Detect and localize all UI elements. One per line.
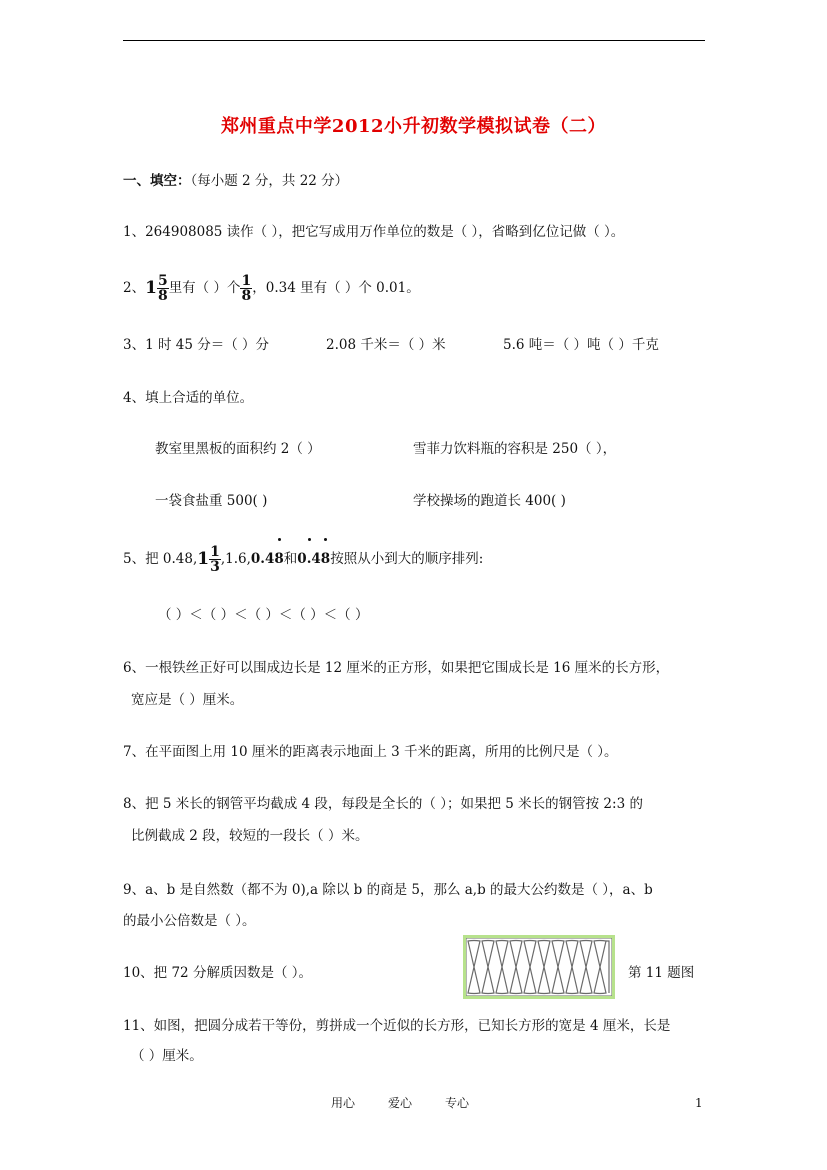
question-8-line2: 比例截成 2 段，较短的一段长（ ）米。 <box>131 828 369 844</box>
question-8-line1: 8、把 5 米长的钢管平均截成 4 段，每段是全长的（ ）；如果把 5 米长的钢管按 2:3 的 <box>123 796 643 812</box>
figure-caption: 第 11 题图 <box>628 965 695 981</box>
question-1: 1、264908085 读作（ ），把它写成用万作单位的数是（ ），省略到亿位记做（ ）。 <box>123 224 625 240</box>
page-title: 郑州重点中学2012小升初数学模拟试卷（二） <box>220 116 607 137</box>
q5-repeating-2 <box>297 551 330 567</box>
question-11-line1: 11、如图，把圆分成若干等份，剪拼成一个近似的长方形，已知长方形的宽是 4 厘米，长是 <box>123 1018 671 1034</box>
footer-word-3: 专心 <box>445 1096 470 1110</box>
question-3a: 3、1 时 45 分＝（ ）分 <box>123 337 270 353</box>
section-heading <box>123 171 348 191</box>
question-5 <box>123 541 483 577</box>
q2-frac2-den: 8 <box>241 288 252 304</box>
question-4b: 雪菲力饮料瓶的容积是 250（ ）， <box>413 441 617 457</box>
page-number: 1 <box>695 1096 703 1110</box>
q2-mixed-fraction <box>145 274 169 303</box>
q2-frac-whole: 1 <box>145 278 157 298</box>
q5-r1-base: 0.4 <box>250 551 275 567</box>
q5-and: 和 <box>283 551 298 567</box>
question-6-line1: 6、一根铁丝正好可以围成边长是 12 厘米的正方形，如果把它围成长是 16 厘米的长方形， <box>123 660 670 676</box>
q2-fraction <box>240 274 252 303</box>
q5-repeating-1 <box>251 551 284 567</box>
q5-mid: ,1.6, <box>220 551 251 567</box>
q5-rest: 按照从小到大的顺序排列: <box>330 551 484 567</box>
question-9-line1: 9、a、b 是自然数（都不为 0),a 除以 b 的商是 5，那么 a,b 的最大公约数是（ ），a、b <box>123 882 653 898</box>
q2-mid: 里有（ ）个 <box>168 280 241 296</box>
footer-word-1: 用心 <box>331 1096 356 1110</box>
q5-mixed-fraction <box>197 545 221 574</box>
question-7: 7、在平面图上用 10 厘米的距离表示地面上 3 千米的距离，所用的比例尺是（ ）。 <box>123 744 618 760</box>
question-3b: 2.08 千米＝（ ）米 <box>326 337 446 353</box>
q2-frac-num: 5 <box>157 273 168 289</box>
rectangle-strips-icon <box>466 938 612 996</box>
q5-r2-dotted-base: 0.4 <box>297 541 321 577</box>
question-9-line2: 的最小公倍数是（ ）。 <box>123 913 256 929</box>
q2-prefix: 2、 <box>123 280 146 296</box>
q5-frac-num: 1 <box>210 544 220 560</box>
question-6-line2: 宽应是（ ）厘米。 <box>131 692 244 708</box>
question-4: 4、填上合适的单位。 <box>123 390 254 406</box>
q5-prefix: 5、把 0.48, <box>123 551 198 567</box>
question-10: 10、把 72 分解质因数是（ ）。 <box>123 965 312 981</box>
q2-rest: ，0.34 里有（ ）个 0.01。 <box>252 280 420 296</box>
question-3c: 5.6 吨＝（ ）吨（ ）千克 <box>503 337 659 353</box>
q5-r2-dotted-digit: 8 <box>321 541 330 577</box>
question-4a: 教室里黑板的面积约 2（ ） <box>155 441 321 457</box>
q5-frac-whole: 1 <box>197 549 210 569</box>
question-4c: 一袋食盐重 500( ) <box>155 493 268 509</box>
footer-word-2: 爱心 <box>388 1096 413 1110</box>
q5-r1-dotted-digit: 8 <box>274 541 283 577</box>
section-note: （每小题 2 分，共 22 分） <box>190 173 349 189</box>
header-rule <box>123 40 705 41</box>
question-11-line2: （ ）厘米。 <box>131 1048 203 1064</box>
question-5-order: （ ）＜（ ）＜（ ）＜（ ）＜（ ） <box>158 607 369 623</box>
q5-frac-den: 3 <box>210 559 220 575</box>
q2-frac2-num: 1 <box>241 273 252 289</box>
question-2 <box>123 270 420 306</box>
section-title: 一、填空： <box>123 173 191 189</box>
question-4d: 学校操场的跑道长 400( ) <box>413 493 566 509</box>
q2-frac-den: 8 <box>157 288 168 304</box>
circle-rearrangement-figure <box>463 935 615 999</box>
